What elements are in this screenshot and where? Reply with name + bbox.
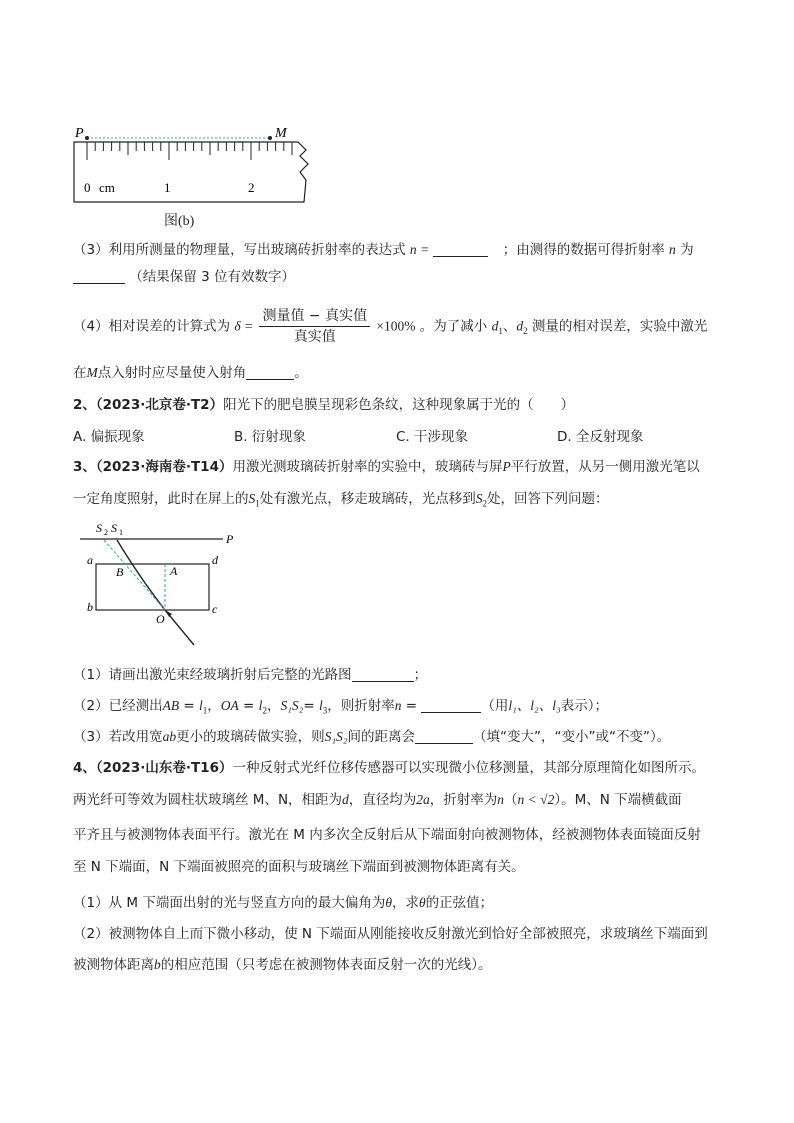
problem-2-stem: 2、（2023·北京卷·T2）阳光下的肥皂膜呈现彩色条纹，这种现象属于光的（ ） [73,397,575,413]
ruler-figure [68,124,318,208]
label-p: P [226,532,234,546]
option-a[interactable]: A. 偏振现象 [73,429,145,445]
label-b-point: B [116,565,124,579]
answer-blank[interactable] [421,698,481,713]
q4-line2: 在M点入射时应尽量使入射角 。 [73,365,308,381]
problem-4-stem-line4: 至 N 下端面，N 下端面被照亮的面积与玻璃丝下端面到被测物体距离有关。 [73,859,525,875]
glass-brick [96,564,209,610]
tick-label-0: 0 [84,180,91,195]
option-d[interactable]: D. 全反射现象 [557,429,644,445]
ruler-ticks [87,142,292,160]
answer-blank[interactable] [415,729,473,744]
problem-3-q1: （1）请画出激光束经玻璃折射后完整的光路图 ； [73,667,428,683]
tick-label-1: 1 [164,180,171,195]
label-a-small: a [87,553,93,567]
label-m: M [275,126,287,141]
problem-4-q2-line2: 被测物体距离b的相应范围（只考虑在被测物体表面反射一次的光线）。 [73,957,492,973]
problem-3-q2: （2）已经测出AB = $l_1$，OA = $l_2$，$S_1S_2= l_3$，则折射率n = （用l₁、l₂、l₃表示）； [73,698,608,716]
problem-4-stem-line1: 4、（2023·山东卷·T16）一种反射式光纤位移传感器可以实现微小位移测量，其部分原理简化如图所示。 [73,760,705,776]
label-b-small: b [87,600,93,614]
label-p: P [75,126,84,141]
problem-3-q3: （3）若改用宽ab更小的玻璃砖做实验，则S₁S₂间的距离会 （填“变大”，“变小”或“不变”）。 [73,729,671,745]
problem-4-stem-line2: 两光纤可等效为圆柱状玻璃丝 M、N，相距为d，直径均为2a，折射率为n（n < √2）。M、N 下端横截面 [73,792,682,808]
option-c[interactable]: C. 干涉现象 [396,429,469,445]
q3-line2: （结果保留 3 位有效数字） [73,267,295,287]
dashed-ray [104,540,165,610]
point-p [85,136,89,140]
q4-line1: （4）相对误差的计算式为 δ = $\frac{\text{测量值 − 真实值}}{\text{真实值}}$ ×100% 。为了减小 $d_1$、$d_2$ 测量的相对误差，实验中激光 [73,308,708,345]
problem-4-q1: （1）从 M 下端面出射的光与竖直方向的最大偏角为θ，求θ的正弦值； [73,895,494,911]
refracted-ray [117,540,165,610]
label-d-small: d [212,553,218,567]
figure-b-caption: 图(b) [164,214,195,229]
label-c-small: c [212,602,218,616]
label-s2: S [96,521,102,535]
q3-line1: （3）利用所测量的物理量，写出玻璃砖折射率的表达式 n = ；由测得的数据可得折射率 n 为 [73,242,694,258]
problem-3-stem-line2: 一定角度照射，此时在屏上的$S_1$处有激光点，移走玻璃砖，光点移到$S_2$处，回答下列问题： [73,491,609,509]
label-a-point: A [170,564,178,578]
tick-label-2: 2 [248,180,255,195]
relative-error-fraction: $\frac{\text{测量值 − 真实值}}{\text{真实值}}$ [259,306,370,347]
problem-3-stem-line1: 3、（2023·海南卷·T14）用激光测玻璃砖折射率的实验中，玻璃砖与屏P平行放置，从另一侧用激光笔以 [73,459,700,475]
label-s1: S [111,521,117,535]
answer-blank[interactable] [73,269,125,284]
answer-blank[interactable] [352,667,414,682]
option-b[interactable]: B. 衍射现象 [234,429,306,445]
ray-arrow [165,610,172,617]
glass-brick-figure [80,518,250,653]
label-s1-sub: 1 [119,528,123,537]
label-s2-sub: 2 [104,528,108,537]
tick-label-unit: cm [99,180,115,195]
label-o-point: O [156,612,165,626]
problem-4-stem-line3: 平齐且与被测物体表面平行。激光在 M 内多次全反射后从下端面射向被测物体，经被测物体表面镜面反射 [73,827,701,843]
point-m [268,136,272,140]
problem-4-q2-line1: （2）被测物体自上而下微小移动，使 N 下端面从刚能接收反射激光到恰好全部被照亮，求玻璃丝下端面到 [73,926,708,942]
answer-blank[interactable] [433,242,488,257]
answer-blank[interactable] [246,365,294,380]
